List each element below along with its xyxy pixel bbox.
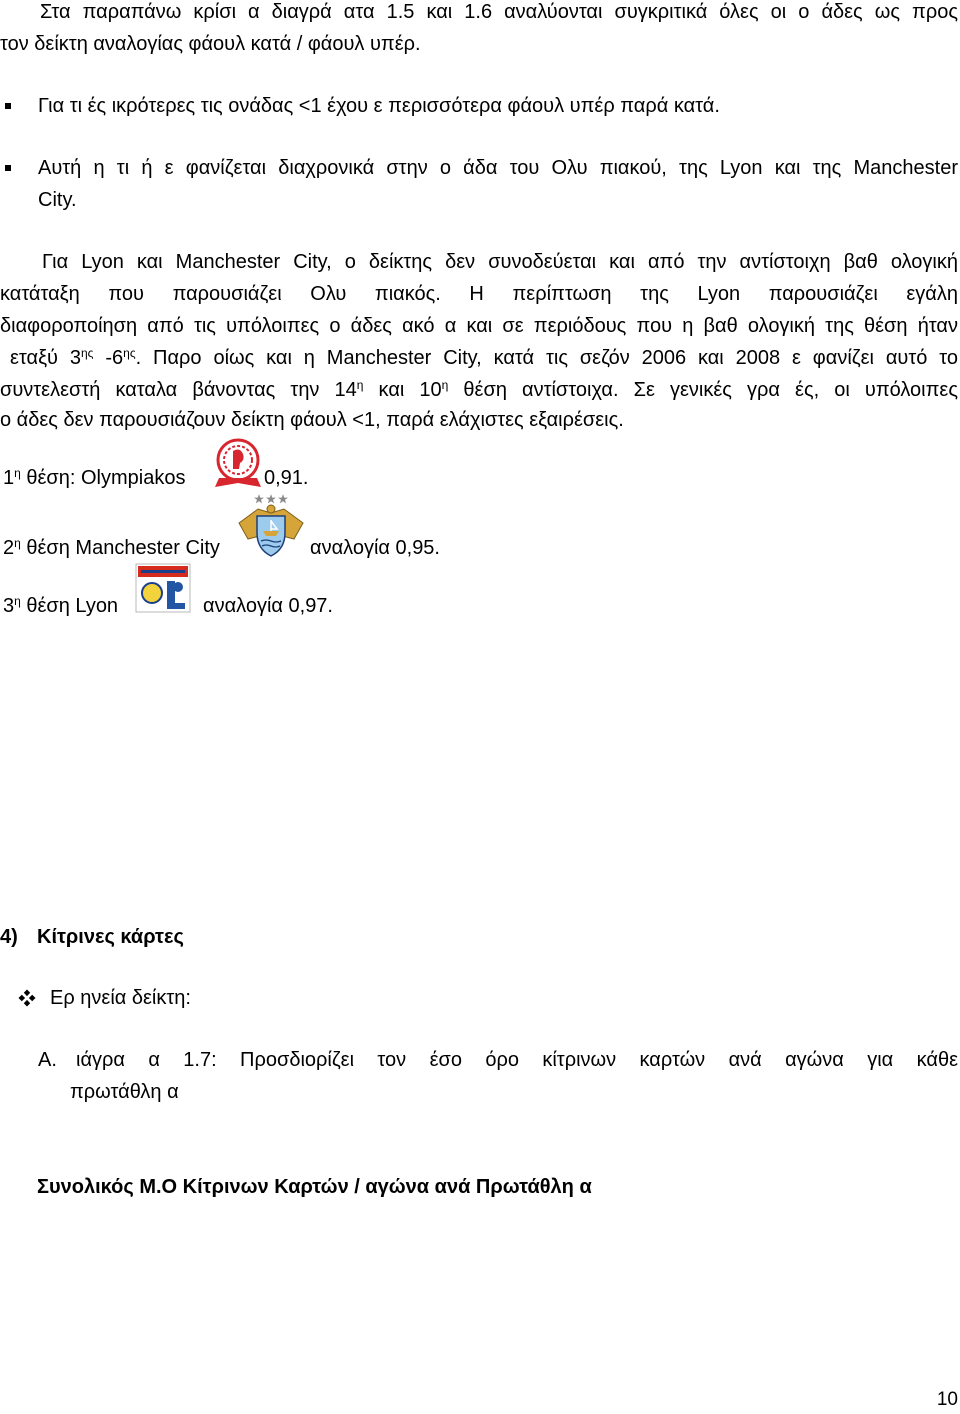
ranking-position: 3 (3, 595, 15, 617)
diamond-bullet-icon (18, 989, 36, 1007)
ranking-value: αναλογία 0,97. (203, 595, 333, 617)
ranking-team: θέση Lyon (20, 595, 119, 617)
ordinal-suffix: η (356, 377, 364, 392)
eagle-head (267, 505, 275, 513)
paragraph-line (0, 346, 958, 370)
paragraph-text: συντελεστή καταλα βάνοντας την 14 (0, 379, 357, 401)
intro-line: Στα παραπάνω κρίσι α διαγρά ατα 1.5 και 1.6 αναλύονται συγκριτικά όλες οι ο άδες ως προς (40, 1, 958, 23)
ranking-team: θέση Manchester City (20, 537, 220, 559)
intro-line: τον δείκτη αναλογίας φάουλ κατά / φάουλ υπέρ. (0, 33, 421, 55)
paragraph-line: ο άδες δεν παρουσιάζουν δείκτη φάουλ <1, παρά ελάχιστες εξαιρέσεις. (0, 409, 624, 431)
bullet-text: Για τι ές ικρότερες τις ονάδας <1 έχου ε περισσότερα φάουλ υπέρ παρά κατά. (38, 95, 720, 117)
section-number: 4) (0, 926, 18, 948)
lion-head (173, 582, 183, 592)
ranking-position: 1 (3, 467, 15, 489)
ranking-team: θέση: Olympiakos (20, 467, 186, 489)
paragraph-text: εταξύ 3 (10, 347, 81, 369)
item-text: ιάγρα α 1.7: Προσδιορίζει τον έσο όρο κίτρινων καρτών ανά αγώνα για κάθε (76, 1049, 958, 1071)
paragraph-text: και 10 (363, 379, 442, 401)
paragraph-text: θέση αντίστοιχα. Σε γενικές γρα ές, οι υπόλοιπες (448, 379, 958, 401)
page-number: 10 (936, 1389, 958, 1410)
manchester-city-logo (236, 493, 306, 559)
item-text: πρωτάθλη α (70, 1081, 179, 1103)
ordinal-suffix: ης (81, 345, 94, 360)
paragraph-line: κατάταξη που παρουσιάζει Ολυ πιακός. Η περίπτωση της Lyon παρουσιάζει εγάλη (0, 283, 958, 305)
item-label: Α. (38, 1049, 57, 1071)
ordinal-suffix: ης (123, 345, 136, 360)
olympiakos-logo (214, 438, 262, 490)
paragraph-text: . Παρο οίως και η Manchester City, κατά τις σεζόν 2006 και 2008 ε φανίζει αυτό το (135, 347, 958, 369)
chart-heading: Συνολικός Μ.Ο Κίτρινων Καρτών / αγώνα ανά Πρωτάθλη α (37, 1176, 592, 1198)
ordinal-suffix: η (14, 535, 21, 550)
ranking-label (3, 466, 185, 490)
square-bullet-icon (5, 165, 11, 171)
ranking-value: αναλογία 0,95. (310, 537, 440, 559)
section-title: Κίτρινες κάρτες (37, 926, 184, 948)
logo-banner-stripe (141, 570, 185, 573)
ordinal-suffix: η (441, 377, 449, 392)
paragraph-line: διαφοροποίηση από τις υπόλοιπες ο άδες ακό α και σε περιόδους που η βαθ ολογική της θέση ήταν (0, 315, 958, 337)
logo-ribbon (215, 478, 261, 487)
logo-stars (254, 494, 288, 503)
subsection-label: Ερ ηνεία δείκτη: (50, 987, 191, 1009)
lyon-logo (135, 563, 191, 613)
square-bullet-icon (5, 103, 11, 109)
ordinal-suffix: η (14, 465, 21, 480)
bullet-text: City. (38, 189, 77, 211)
ordinal-suffix: η (14, 593, 21, 608)
paragraph-line (0, 378, 958, 402)
logo-disc (142, 583, 162, 603)
paragraph-text: -6 (93, 347, 124, 369)
bullet-text: Αυτή η τι ή ε φανίζεται διαχρονικά στην ο άδα του Ολυ πιακού, της Lyon και της Manchester (38, 157, 958, 179)
ranking-label (3, 536, 220, 560)
ranking-label (3, 594, 118, 618)
ranking-value: 0,91. (264, 467, 309, 489)
paragraph-line: Για Lyon και Manchester City, ο δείκτης δεν συνοδεύεται και από την αντίστοιχη βαθ ολογική (42, 251, 958, 273)
ranking-position: 2 (3, 537, 15, 559)
